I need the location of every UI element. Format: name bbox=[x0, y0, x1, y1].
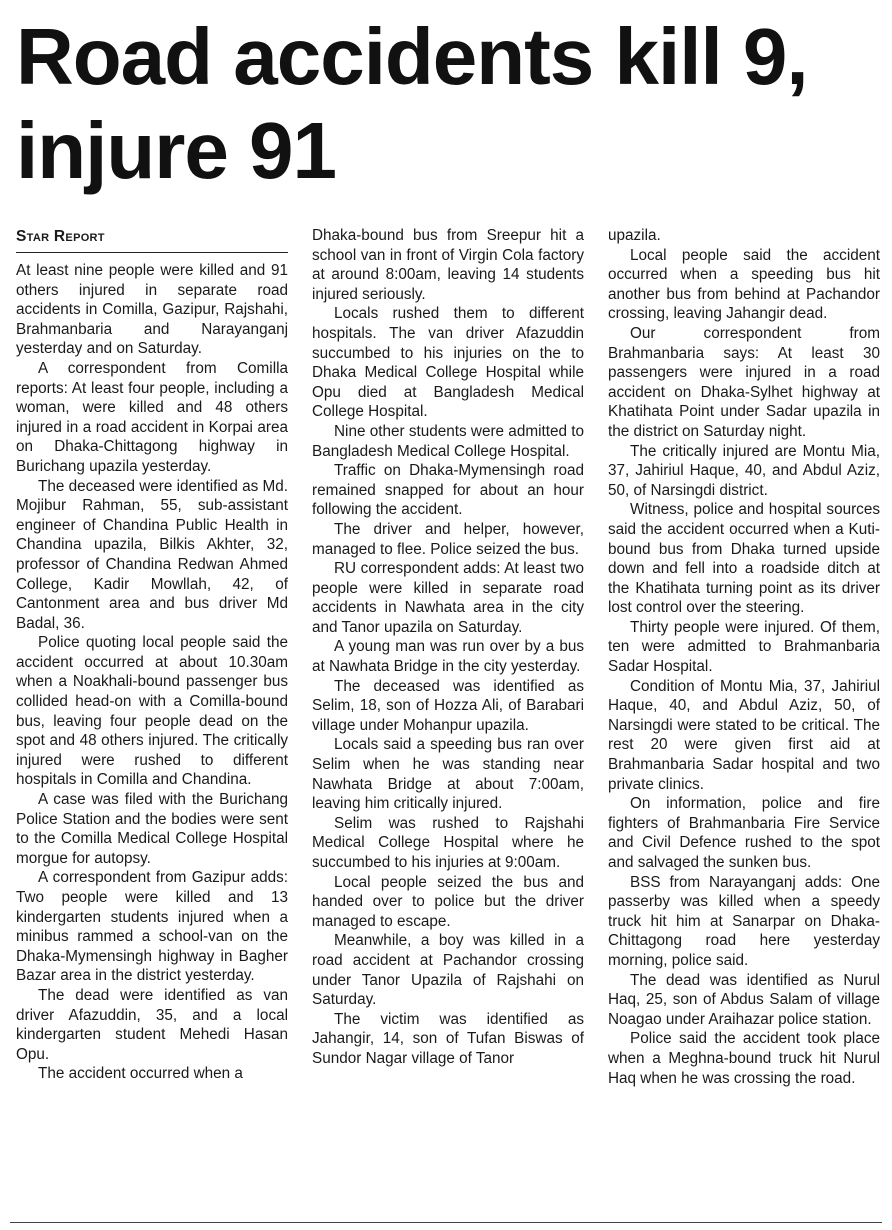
paragraph: upazila. bbox=[608, 227, 661, 244]
paragraph: Traffic on Dhaka-Mymensingh road remained snapped for about an hour following the accident. bbox=[312, 462, 584, 519]
paragraph: A case was filed with the Burichang Police Station and the bodies were sent to the Comilla Medical College Hospital morgue for autopsy. bbox=[16, 791, 288, 867]
byline: Star Report bbox=[16, 226, 288, 253]
paragraph: Police said the accident took place when a Meghna-bound truck hit Nurul Haq when he was crossing the road. bbox=[608, 1030, 880, 1087]
paragraph: The dead were identified as van driver Afazuddin, 35, and a local kindergarten student Mehedi Hasan Opu. bbox=[16, 986, 288, 1063]
paragraph: On information, police and fire fighters of Brahmanbaria Fire Service and Civil Defence rushed to the spot and salvaged the sunken bus. bbox=[608, 795, 880, 871]
article-column-2 bbox=[312, 226, 584, 1216]
paragraph: Locals rushed them to different hospitals. The van driver Afazuddin succumbed to his injuries on the to Dhaka Medical College Hospital while Opu died at Bangladesh Medical College Hospital. bbox=[312, 305, 584, 421]
paragraph: The driver and helper, however, managed to flee. Police seized the bus. bbox=[312, 520, 584, 558]
paragraph: At least nine people were killed and 91 others injured in separate road accidents in Comilla, Gazipur, Rajshahi, Brahmanbaria and Narayanganj yesterday and on Saturday. bbox=[16, 262, 288, 358]
paragraph: Our correspondent from Brahmanbaria says: At least 30 passengers were injured in a road accident on Dhaka-Sylhet highway at Khatihata Point under Sadar upazila in the district on Saturday night. bbox=[608, 324, 880, 440]
paragraph: Meanwhile, a boy was killed in a road accident at Pachandor crossing under Tanor Upazila of Rajshahi on Saturday. bbox=[312, 932, 584, 1009]
bottom-rule bbox=[10, 1222, 882, 1223]
paragraph: A young man was run over by a bus at Nawhata Bridge in the city yesterday. bbox=[312, 638, 584, 676]
article-column-3 bbox=[608, 226, 880, 1216]
paragraph: BSS from Narayanganj adds: One passerby was killed when a speedy truck hit him at Sanarpar on Dhaka-Chittagong road here yesterday morning, police said. bbox=[608, 873, 880, 969]
paragraph: Nine other students were admitted to Bangladesh Medical College Hospital. bbox=[312, 422, 584, 460]
paragraph: Thirty people were injured. Of them, ten were admitted to Brahmanbaria Sadar Hospital. bbox=[608, 618, 880, 676]
paragraph: The dead was identified as Nurul Haq, 25, son of Abdus Salam of village Noagao under Araihazar police station. bbox=[608, 971, 880, 1028]
paragraph: Dhaka-bound bus from Sreepur hit a school van in front of Virgin Cola factory at around 8:00am, leaving 14 students injured seriously. bbox=[312, 227, 584, 303]
paragraph: RU correspondent adds: At least two people were killed in separate road accidents in Nawhata area in the city and Tanor upazila on Saturday. bbox=[312, 560, 584, 636]
paragraph: Local people said the accident occurred when a speeding bus hit another bus from behind at Pachandor crossing, leaving Jahangir dead. bbox=[608, 246, 880, 323]
article-body bbox=[16, 226, 880, 1216]
paragraph: Local people seized the bus and handed over to police but the driver managed to escape. bbox=[312, 873, 584, 930]
headline bbox=[16, 10, 876, 198]
paragraph: The accident occurred when a bbox=[38, 1065, 243, 1083]
headline-line-2: injure 91 bbox=[16, 106, 337, 195]
paragraph: Selim was rushed to Rajshahi Medical College Hospital where he succumbed to his injuries at 9:00am. bbox=[312, 814, 584, 871]
paragraph: A correspondent from Gazipur adds: Two people were killed and 13 kindergarten students injured when a minibus rammed a school-van on the Dhaka-Mymensingh highway in Bagher Bazar area in the district yesterday. bbox=[16, 869, 288, 985]
paragraph: Witness, police and hospital sources said the accident occurred when a Kuti-bound bus from Dhaka turned upside down and fell into a roadside ditch at the Khatihata turning point as its driver lost control over the steering. bbox=[608, 501, 880, 617]
headline-line-1: Road accidents kill 9, bbox=[16, 12, 808, 101]
paragraph: The victim was identified as Jahangir, 14, son of Tufan Biswas of Sundor Nagar village of Tanor bbox=[312, 1010, 584, 1067]
paragraph: The deceased was identified as Selim, 18, son of Hozza Ali, of Barabari village under Mohanpur upazila. bbox=[312, 677, 584, 734]
paragraph: A correspondent from Comilla reports: At least four people, including a woman, were killed and 48 others injured in a road accident in Korpai area on Dhaka-Chittagong highway in Burichang upazila yesterday. bbox=[16, 359, 288, 475]
paragraph: Police quoting local people said the accident occurred at about 10.30am when a Noakhali-bound passenger bus collided head-on with a Comilla-bound bus, leaving four people dead on the spot and 48 others injured. The critically injured were rushed to different hospitals in Comilla and Chandina. bbox=[16, 634, 288, 789]
paragraph: The deceased were identified as Md. Mojibur Rahman, 55, sub-assistant engineer of Chandina Public Health in Chandina upazila, Bilkis Akhter, 32, professor of Chandina Redwan Ahmed College, Kadir Mowllah, 42, of Cantonment area and bus driver Md Badal, 36. bbox=[16, 477, 288, 632]
paragraph: The critically injured are Montu Mia, 37, Jahiriul Haque, 40, and Abdul Aziz, 50, of Narsingdi district. bbox=[608, 442, 880, 499]
paragraph: Condition of Montu Mia, 37, Jahiriul Haque, 40, and Abdul Aziz, 50, of Narsingdi were stated to be critical. The rest 20 were given first aid at Brahmanbaria Sadar hospital and two private clinics. bbox=[608, 677, 880, 793]
paragraph: Locals said a speeding bus ran over Selim when he was standing near Nawhata Bridge at about 7:00am, leaving him critically injured. bbox=[312, 736, 584, 813]
article-column-1 bbox=[16, 226, 288, 1216]
